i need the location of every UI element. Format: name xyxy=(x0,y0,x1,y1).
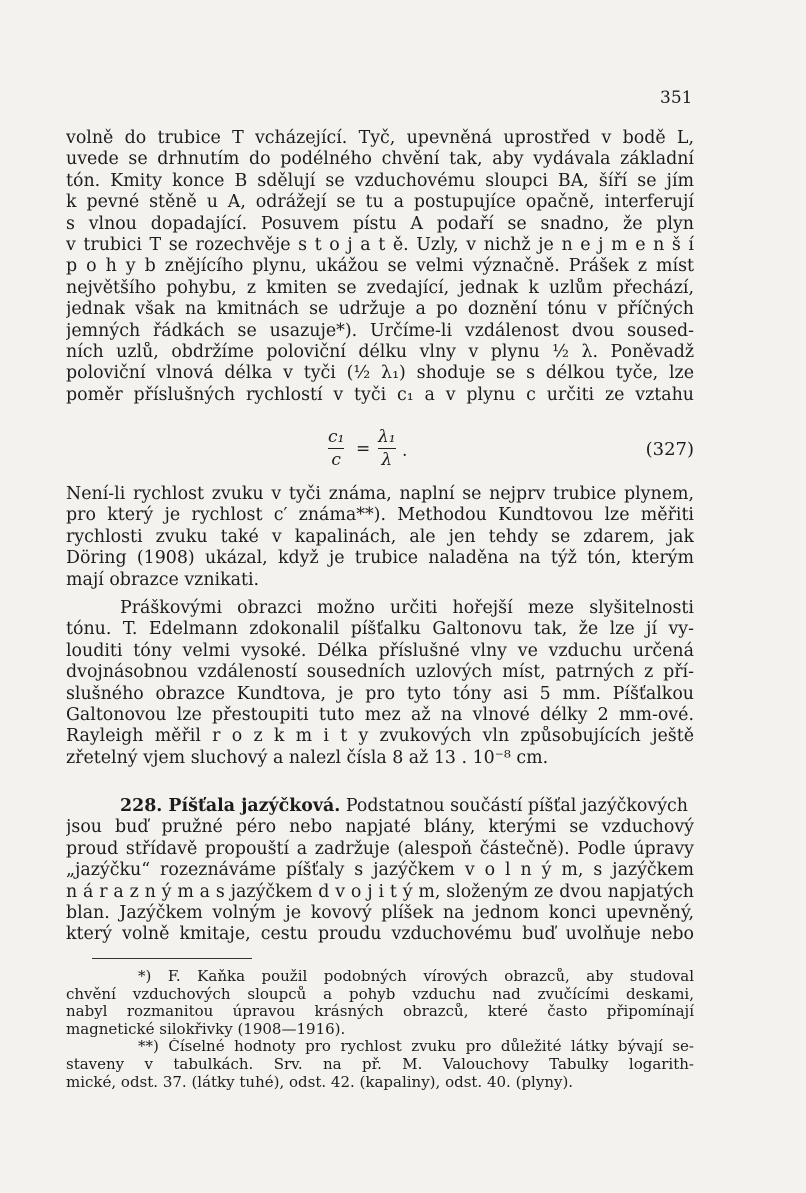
fraction-bar xyxy=(328,448,344,449)
footnote-line: chvění vzduchových sloupců a pohyb vzduchu nad zvučícími deskami, xyxy=(66,985,694,1003)
text-line: „jazýčku“ rozeznáváme píšťaly s jazýčkem v o l n ý m, s jazýčkem xyxy=(66,860,694,881)
text-line: proud střídavě propouští a zadržuje (alespoň částečně). Podle úpravy xyxy=(66,838,694,859)
paragraph-3 xyxy=(66,598,694,769)
equals-sign: = xyxy=(356,439,371,459)
footnote-rule xyxy=(92,958,252,959)
page-number: 351 xyxy=(660,88,693,108)
paragraph-2 xyxy=(66,484,694,591)
text-line: louditi tóny velmi vysoké. Délka příslušné vlny ve vzduchu určená xyxy=(66,640,694,661)
text-line: jednak však na kmitnách se udržuje a po doznění tónu v příčných xyxy=(66,299,694,320)
text-line: jsou buď pružné péro nebo napjaté blány, kterými se vzduchový xyxy=(66,817,694,838)
footnote-line: magnetické silokřivky (1908—1916). xyxy=(66,1020,346,1038)
text-line: v trubici T se rozechvěje s t o j a t ě. Uzly, v nichž je n e j m e n š í xyxy=(66,234,694,255)
text-line: jemných řádkách se usazuje*). Určíme-li vzdálenost dvou soused- xyxy=(66,320,694,341)
fraction-denominator: λ xyxy=(381,450,393,470)
text-line: rychlosti zvuku také v kapalinách, ale jen tehdy se zdarem, jak xyxy=(66,526,694,547)
footnote-line: staveny v tabulkách. Srv. na př. M. Valouchovy Tabulky logarith- xyxy=(66,1055,694,1073)
footnotes xyxy=(66,968,694,1091)
text-line: s vlnou dopadající. Posuvem pístu A podaří se snadno, že plyn xyxy=(66,213,694,234)
text-line: poměr příslušných rychlostí v tyči c₁ a v plynu c určiti ze vztahu xyxy=(66,384,694,405)
footnote-line: *) F. Kaňka použil podobných vírových obrazců, aby studoval xyxy=(138,968,694,985)
text-line: Není-li rychlost zvuku v tyči známa, naplní se nejprv trubice plynem, xyxy=(66,484,694,504)
text-line: mají obrazce vznikati. xyxy=(66,569,260,590)
period: . xyxy=(402,441,408,461)
fraction-denominator: c xyxy=(331,450,341,470)
text-line: dvojnásobnou vzdáleností sousedních uzlových míst, patrných z pří- xyxy=(66,662,694,683)
text-line: pro který je rychlost c′ známa**). Methodou Kundtovou lze měřiti xyxy=(66,505,694,526)
paragraph-1 xyxy=(66,128,694,406)
fraction-numerator: λ₁ xyxy=(378,427,396,447)
text-line: největšího pohybu, z kmiten se zvedající, jednak k uzlům přechází, xyxy=(66,277,694,298)
text-line: který volně kmitaje, cestu proudu vzduchovému buď uvolňuje nebo xyxy=(66,924,694,945)
text-line: Döring (1908) ukázal, když je trubice naladěna na týž tón, kterým xyxy=(66,548,694,569)
text-line: Rayleigh měřil r o z k m i t y zvukových vln způsobujících ještě xyxy=(66,726,694,747)
fraction-bar xyxy=(378,448,396,449)
fraction-numerator: c₁ xyxy=(328,427,345,447)
text-line: tón. Kmity konce B sdělují se vzduchovému sloupci BA, šíří se jím xyxy=(66,170,694,191)
text-line: volně do trubice T vcházející. Tyč, upevněná uprostřed v bodě L, xyxy=(66,128,694,148)
text-line: slušného obrazce Kundtova, je pro tyto tóny asi 5 mm. Píšťalkou xyxy=(66,683,694,704)
text-line: n á r a z n ý m a s jazýčkem d v o j i t ý m, složeným ze dvou napjatých xyxy=(66,881,694,902)
text-line: k pevné stěně u A, odrážejí se tu a postupujíce opačně, interferují xyxy=(66,192,694,213)
text-line: Práškovými obrazci možno určiti hořejší meze slyšitelnosti xyxy=(120,598,694,618)
equation-number: (327) xyxy=(645,439,694,460)
text-line: poloviční vlnová délka v tyči (½ λ₁) shoduje se s délkou tyče, lze xyxy=(66,363,694,384)
text-line: zřetelný vjem sluchový a nalezl čísla 8 až 13 . 10⁻⁸ cm. xyxy=(66,747,549,768)
footnote-line: mické, odst. 37. (látky tuhé), odst. 42. (kapaliny), odst. 40. (plyny). xyxy=(66,1073,574,1091)
text-line: Galtonovou lze přestoupiti tuto mez až na vlnové délky 2 mm-ové. xyxy=(66,704,694,725)
equation-327 xyxy=(66,427,694,477)
text-line: tónu. T. Edelmann zdokonalil píšťalku Galtonovu tak, že lze jí vy- xyxy=(66,619,694,640)
section-heading: 228. Píšťala jazýčková. xyxy=(120,796,341,816)
paragraph-4 xyxy=(66,796,694,946)
text-line: ních uzlů, obdržíme poloviční délku vlny v plynu ½ λ. Poněvadž xyxy=(66,341,694,362)
fraction-left xyxy=(328,427,344,470)
text-line: Podstatnou součástí píšťal jazýčkových xyxy=(340,796,688,816)
text-line: blan. Jazýčkem volným je kovový plíšek na jednom konci upevněný, xyxy=(66,902,694,923)
footnote-line: **) Číselné hodnoty pro rychlost zvuku pro důležité látky bývají se- xyxy=(138,1038,694,1056)
fraction-right xyxy=(378,427,396,470)
text-line-with-heading xyxy=(66,796,694,817)
text-line: uvede se drhnutím do podélného chvění tak, aby vydávala základní xyxy=(66,149,694,170)
footnote-line: nabyl rozmanitou úpravou krásných obrazců, které často připomínají xyxy=(66,1003,694,1021)
text-line: p o h y b znějícího plynu, ukážou se velmi význačně. Prášek z míst xyxy=(66,256,694,277)
